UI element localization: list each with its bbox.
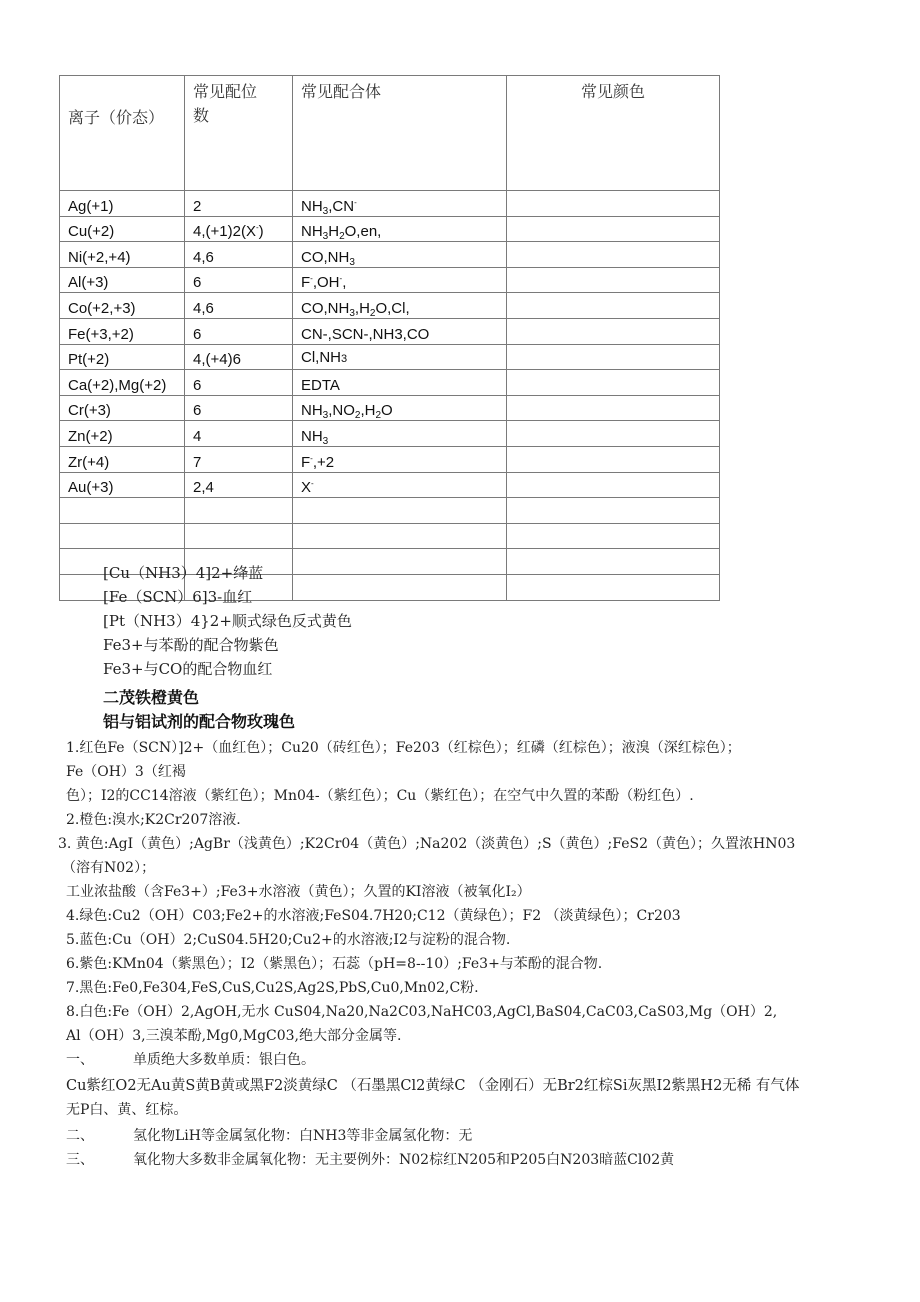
- cell-ligand: Cl,NH3: [293, 344, 507, 370]
- cell-color: [507, 191, 720, 217]
- cell-color: [507, 344, 720, 370]
- section-2-text: 氢化物LiH等金属氢化物：白NH3等非金属氢化物：无: [133, 1128, 473, 1144]
- cell-color: [507, 446, 720, 472]
- cell-coordination-number: 4,6: [185, 242, 293, 268]
- cell-ion: Zr(+4): [60, 446, 185, 472]
- table-row: [60, 523, 720, 549]
- table-row: [60, 421, 720, 447]
- cell-ion: Pt(+2): [60, 344, 185, 370]
- cell-ion: Zn(+2): [60, 421, 185, 447]
- cell-color: [507, 574, 720, 600]
- cell-ion: Cr(+3): [60, 395, 185, 421]
- cell-ligand: F-,+2: [293, 446, 507, 472]
- section-1-detail: Cu紫红O2无Au黄S黄B黄或黑F2淡黄绿C （石墨黑Cl2黄绿C （金刚石）无Br2红棕Si灰黑I2紫黑H2无稀 有气体: [66, 1078, 800, 1094]
- cell-ligand: [293, 498, 507, 524]
- table-header-row: [60, 76, 720, 191]
- complex-line: 铝与铝试剂的配合物玫瑰色: [103, 712, 296, 731]
- color-blue-line: 5.蓝色:Cu（OH）2;CuS04.5H20;Cu2+的水溶液;I2与淀粉的混合物.: [66, 932, 511, 948]
- cell-coordination-number: 7: [185, 446, 293, 472]
- cell-ligand: $NH_3,CN^-$: [293, 191, 507, 217]
- cell-coordination-number: 4: [185, 421, 293, 447]
- cell-coordination-number: [185, 523, 293, 549]
- table-row: [60, 498, 720, 524]
- cell-coordination-number: 6: [185, 395, 293, 421]
- color-red-line: Fe（OH）3（红褐: [66, 764, 186, 780]
- cell-color: [507, 523, 720, 549]
- complex-line: [Pt（NH3）4}2+顺式绿色反式黄色: [103, 612, 352, 630]
- section-1-detail: 无P白、黄、红棕。: [66, 1102, 188, 1118]
- table-row: [60, 267, 720, 293]
- table-row: [60, 191, 720, 217]
- cell-coordination-number: 6: [185, 318, 293, 344]
- section-2-number: 二、: [66, 1128, 94, 1144]
- table-row: [60, 293, 720, 319]
- color-white-line: Al（OH）3,三溴苯酚,Mg0,MgC03,绝大部分金属等.: [66, 1028, 402, 1044]
- cell-ion: Co(+2,+3): [60, 293, 185, 319]
- section-3-text: 氧化物大多数非金属氧化物：无主要例外：N02棕红N205和P205白N203暗蓝Cl02黄: [133, 1152, 675, 1168]
- color-purple-line: 6.紫色:KMn04（紫黑色）；I2（紫黑色）；石蕊（pH=8--10）;Fe3+与苯酚的混合物.: [66, 956, 603, 972]
- cell-ligand: [293, 549, 507, 575]
- complex-line: [Cu（NH3）4]2+绛蓝: [103, 564, 264, 582]
- cell-ion: Cu(+2): [60, 216, 185, 242]
- header-color: 常见颜色: [507, 76, 720, 191]
- color-white-line: 8.白色:Fe（OH）2,AgOH,无水 CuS04,Na20,Na2C03,NaHC03,AgCl,BaS04,CaC03,CaS03,Mg（OH）2,: [66, 1004, 778, 1020]
- cell-color: [507, 549, 720, 575]
- cell-color: [507, 242, 720, 268]
- cell-color: [507, 293, 720, 319]
- color-black-line: 7.黑色:Fe0,Fe304,FeS,CuS,Cu2S,Ag2S,PbS,Cu0,Mn02,C粉.: [66, 980, 479, 996]
- complex-line: Fe3+与苯酚的配合物紫色: [103, 636, 279, 654]
- cell-ligand: CN-,SCN-,NH3,CO: [293, 318, 507, 344]
- cell-ion: Ca(+2),Mg(+2): [60, 370, 185, 396]
- cell-color: [507, 216, 720, 242]
- cell-ion: Au(+3): [60, 472, 185, 498]
- cell-ligand: $NH_3,NO_2,H_2O$: [293, 395, 507, 421]
- cell-color: [507, 267, 720, 293]
- coordination-table: [59, 75, 720, 601]
- cell-coordination-number: 6: [185, 267, 293, 293]
- header-coordination-number-line1: 常见配位: [193, 82, 258, 101]
- cell-coordination-number: [185, 498, 293, 524]
- complex-line: Fe3+与CO的配合物血红: [103, 660, 273, 678]
- section-1-number: 一、: [66, 1052, 94, 1068]
- table-row: [60, 216, 720, 242]
- color-red-line: 色）；I2的CC14溶液（紫红色）；Mn04-（紫红色）；Cu（紫红色）；在空气中久置的苯酚（粉红色）.: [66, 788, 694, 804]
- cell-color: [507, 318, 720, 344]
- cell-color: [507, 498, 720, 524]
- cell-ion: Fe(+3,+2): [60, 318, 185, 344]
- cell-ion: [60, 498, 185, 524]
- table-row: [60, 472, 720, 498]
- cell-ion: Al(+3): [60, 267, 185, 293]
- cell-color: [507, 472, 720, 498]
- header-ion: 离子（价态）: [60, 76, 185, 191]
- color-red-line: 1.红色Fe（SCN）]2+（血红色）；Cu20（砖红色）；Fe203（红棕色）；红磷（红棕色）；液溴（深红棕色）；: [66, 740, 741, 756]
- table-row: [60, 318, 720, 344]
- color-yellow-line: 工业浓盐酸（含Fe3+）;Fe3+水溶液（黄色）；久置的KI溶液（被氧化I₂）: [66, 884, 531, 900]
- color-yellow-line: （溶有N02）；: [62, 860, 156, 876]
- cell-ligand: $CO,NH_3$: [293, 242, 507, 268]
- cell-ligand: [293, 523, 507, 549]
- complex-line: [Fe（SCN）6]3-血红: [103, 588, 253, 606]
- cell-ligand: $NH_3$: [293, 421, 507, 447]
- header-ligand: 常见配合体: [293, 76, 507, 191]
- cell-coordination-number: 2,4: [185, 472, 293, 498]
- table-row: [60, 370, 720, 396]
- cell-ion: Ag(+1): [60, 191, 185, 217]
- header-coordination-number-line2: 数: [193, 106, 210, 125]
- cell-coordination-number: 4,(+4)6: [185, 344, 293, 370]
- cell-ligand: F-,OH-,: [293, 267, 507, 293]
- cell-coordination-number: 6: [185, 370, 293, 396]
- cell-ligand: [293, 574, 507, 600]
- table-row: [60, 395, 720, 421]
- cell-color: [507, 395, 720, 421]
- cell-ion: Ni(+2,+4): [60, 242, 185, 268]
- color-yellow-line: 3. 黄色:AgI（黄色）;AgBr（浅黄色）;K2Cr04（黄色）;Na202（淡黄色）;S（黄色）;FeS2（黄色）；久置浓HN03: [58, 836, 796, 852]
- color-orange-line: 2.橙色:溴水;K2Cr207溶液.: [66, 812, 241, 828]
- header-coordination-number: [185, 76, 293, 191]
- section-1-title: 单质绝大多数单质：银白色。: [133, 1052, 315, 1068]
- cell-ion: [60, 523, 185, 549]
- table-row: [60, 344, 720, 370]
- cell-ligand: X-: [293, 472, 507, 498]
- complex-line: 二茂铁橙黄色: [103, 688, 200, 707]
- cell-ligand: $NH_3H_2O,en$,: [293, 216, 507, 242]
- cell-color: [507, 370, 720, 396]
- color-green-line: 4.绿色:Cu2（OH）C03;Fe2+的水溶液;FeS04.7H20;C12（黄绿色）；F2 （淡黄绿色）；Cr203: [66, 908, 681, 924]
- section-3-number: 三、: [66, 1152, 94, 1168]
- table-row: [60, 446, 720, 472]
- table-row: [60, 242, 720, 268]
- cell-ligand: EDTA: [293, 370, 507, 396]
- cell-coordination-number: 2: [185, 191, 293, 217]
- cell-color: [507, 421, 720, 447]
- cell-coordination-number: 4,(+1)2(X-): [185, 216, 293, 242]
- cell-coordination-number: 4,6: [185, 293, 293, 319]
- cell-ligand: $CO,NH_3,H_2O,Cl$,: [293, 293, 507, 319]
